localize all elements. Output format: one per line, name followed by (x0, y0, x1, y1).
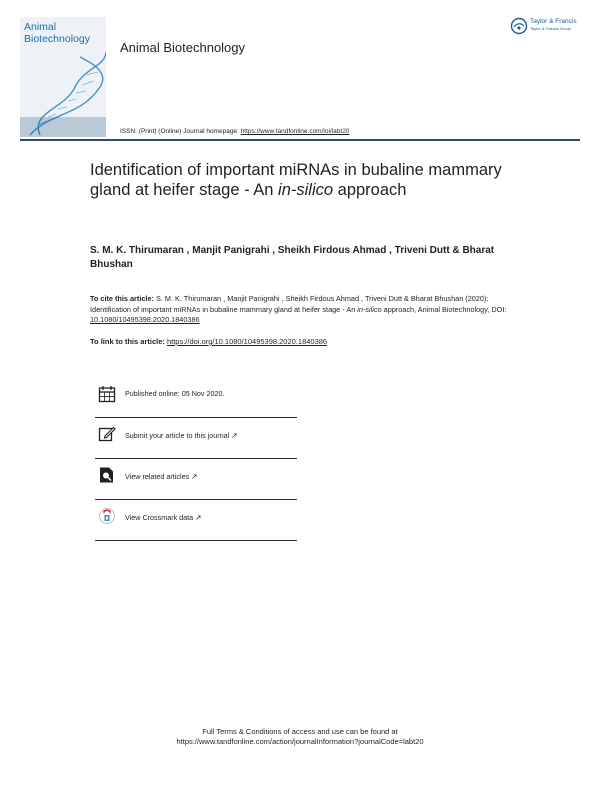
crossmark-label: View Crossmark data (125, 513, 194, 522)
submit-article-box[interactable] (95, 418, 297, 459)
crossmark-link[interactable] (125, 513, 201, 522)
published-online-box (95, 377, 297, 418)
issn-text: ISSN: (Print) (Online) Journal homepage: (120, 128, 241, 135)
related-articles-box[interactable] (95, 459, 297, 500)
edit-icon (98, 425, 116, 443)
title-italic: in-silico (278, 181, 334, 199)
publisher-group: Taylor & Francis Group (530, 26, 571, 31)
title-text-1: Identification of important miRNAs in bubaline mammary gland at heifer stage - An (90, 161, 502, 199)
citation-block (90, 294, 510, 326)
published-date: Published online: 05 Nov 2020. (125, 389, 225, 398)
link-to-article (90, 337, 520, 346)
journal-homepage-link[interactable]: https://www.tandfonline.com/loi/labt20 (240, 128, 350, 135)
article-authors: S. M. K. Thirumaran , Manjit Panigrahi , Sheikh Firdous Ahmad , Triveni Dutt & Bharat Bhushan (90, 245, 495, 270)
cover-title-line2: Biotechnology (24, 33, 90, 45)
footer-url-link[interactable]: https://www.tandfonline.com/action/journalInformation?journalCode=labt20 (176, 737, 424, 746)
calendar-icon (98, 385, 116, 403)
external-link-icon: ↗ (195, 513, 202, 522)
doi-link[interactable]: 10.1080/10495398.2020.1840386 (90, 315, 200, 325)
publisher-logo-text (530, 18, 577, 32)
article-url-link[interactable]: https://doi.org/10.1080/10495398.2020.1840386 (166, 337, 328, 346)
crossmark-box[interactable] (95, 500, 297, 541)
external-link-icon: ↗ (191, 472, 198, 481)
external-link-icon: ↗ (231, 431, 238, 440)
footer-terms (100, 727, 500, 747)
cite-italic: in-silico (357, 304, 382, 314)
cite-text-2: approach, Animal Biotechnology, DOI: (381, 304, 507, 314)
publisher-name: Taylor & Francis (530, 18, 577, 25)
journal-name: Animal Biotechnology (120, 40, 246, 55)
related-articles-label: View related articles (125, 472, 190, 481)
related-articles-link[interactable] (125, 472, 197, 481)
issn-line (120, 128, 349, 135)
journal-cover-image[interactable] (20, 17, 106, 137)
footer-line1: Full Terms & Conditions of access and use can be found at (202, 727, 398, 736)
title-text-2: approach (333, 181, 407, 199)
article-title (90, 160, 510, 200)
submit-article-label: Submit your article to this journal (125, 431, 230, 440)
taylor-francis-logo-icon (510, 17, 530, 37)
cover-title (24, 21, 104, 45)
cite-text-1: S. M. K. Thirumaran , Manjit Panigrahi , Sheikh Firdous Ahmad , Triveni Dutt & Bharat Bhushan (2020): Identification of important miRNAs in bubaline mammary gland at heifer stage - An (90, 294, 489, 314)
link-label: To link to this article: (90, 337, 167, 346)
cite-label: To cite this article: (90, 294, 154, 303)
crossmark-icon (98, 507, 116, 525)
submit-article-link[interactable] (125, 431, 238, 440)
document-search-icon (98, 466, 116, 484)
header-divider (20, 139, 580, 141)
cover-title-line1: Animal (24, 21, 57, 33)
